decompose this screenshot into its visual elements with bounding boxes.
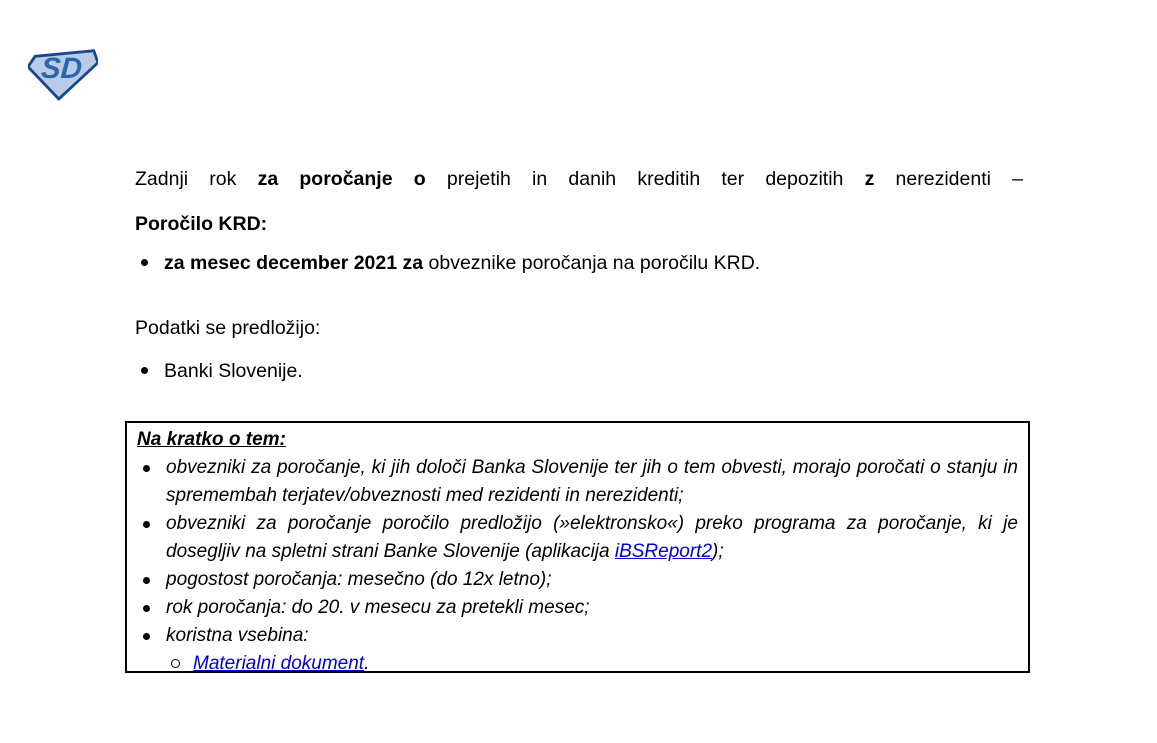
submit-heading: Podatki se predložijo: [135, 317, 321, 339]
info-bullet-useful [137, 622, 1018, 650]
bullet-dot-icon [143, 465, 150, 472]
intro-seg-3: prejetih in danih kreditih ter depozitih [446, 168, 865, 190]
info-bullet-frequency [137, 566, 1018, 594]
bullet-dot-icon [143, 633, 150, 640]
info-sub-bullet-material [137, 650, 1018, 678]
logo-letters: SD [40, 52, 84, 85]
bullet-dot-icon [141, 259, 148, 266]
bank-bullet-item [135, 358, 1030, 384]
sd-shield-icon [28, 48, 98, 101]
deadline-bold-text: za mesec december 2021 za [164, 252, 429, 274]
intro-seg-5: nerezidenti – [895, 168, 1023, 190]
info-bullet-obligors [137, 454, 1018, 510]
info-bullet-deadline-text: rok poročanja: do 20. v mesecu za pretekli mesec; [166, 597, 590, 618]
material-document-link[interactable]: Materialni dokument [193, 653, 365, 674]
intro-seg-2-bold: za poročanje o [257, 168, 447, 190]
info-box-heading: Na kratko o tem: [137, 429, 286, 450]
sd-logo [28, 48, 98, 101]
deadline-bullet-item [135, 250, 1030, 276]
info-box [125, 421, 1030, 673]
intro-seg-1: Zadnji rok [135, 168, 258, 190]
intro-line-1 [135, 166, 1023, 192]
ibsreport2-link[interactable]: iBSReport2 [614, 541, 713, 562]
info-sub-bullet-suffix: . [364, 653, 370, 674]
sub-bullet-circle-icon [171, 659, 180, 668]
bullet-dot-icon [141, 367, 148, 374]
info-bullet-submission [137, 510, 1018, 566]
bullet-dot-icon [143, 605, 150, 612]
info-bullet-useful-text: koristna vsebina: [166, 625, 309, 646]
info-bullet-obligors-text: obvezniki za poročanje, ki jih določi Banka Slovenije ter jih o tem obvesti, morajo poročati o stanju in spremembah terjatev/obveznosti med rezidenti in nerezidenti; [166, 457, 1018, 506]
intro-seg-4-bold: z [864, 168, 896, 190]
intro-line-2: Poročilo KRD: [135, 213, 268, 235]
bank-bullet-text: Banki Slovenije. [164, 360, 303, 382]
info-bullet-deadline [137, 594, 1018, 622]
info-bullet-submission-pre: obvezniki za poročanje poročilo predložijo (»elektronsko«) preko programa za poročanje, ki je dosegljiv na spletni strani Banke Slovenije (aplikacija [166, 513, 1018, 562]
info-bullet-frequency-text: pogostost poročanja: mesečno (do 12x letno); [166, 569, 552, 590]
bullet-dot-icon [143, 521, 150, 528]
deadline-regular-text: obveznike poročanja na poročilu KRD. [428, 252, 761, 274]
info-bullet-submission-post: ); [712, 541, 724, 562]
bullet-dot-icon [143, 577, 150, 584]
